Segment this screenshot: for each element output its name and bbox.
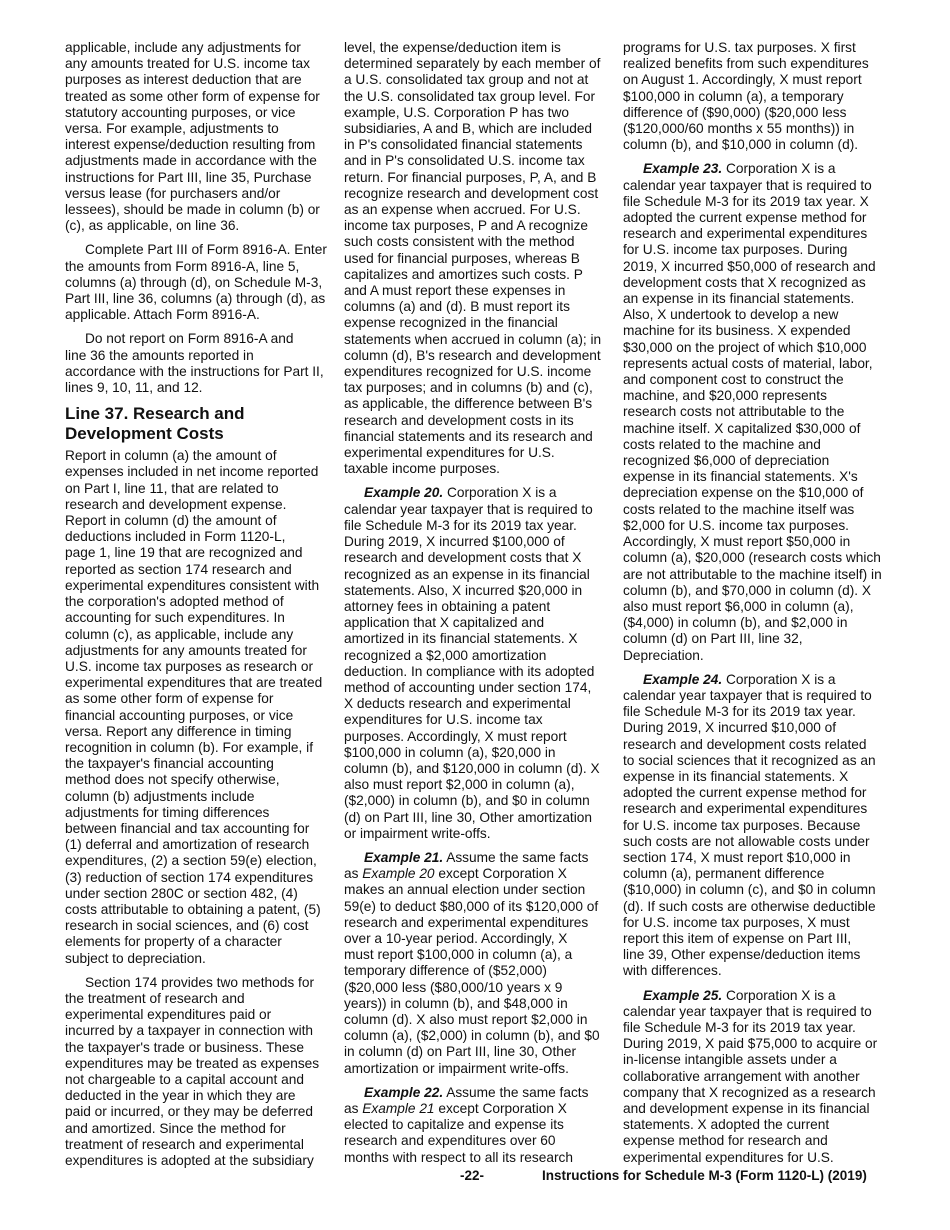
text-column-left	[65, 40, 327, 1177]
paragraph: Section 174 provides two methods for the treatment of research and experimental expenditures paid or incurred by a taxpayer in connection with the taxpayer's trade or business. These expenditures may be treated as expenses not chargeable to a capital account and deducted in the year in which they are paid or incurred, or they may be deferred and amortized. Since the method for treatment of research and experimental expenditures is adopted at the subsidiary	[65, 974, 320, 1168]
text-column-middle	[344, 40, 606, 1174]
example-text: Assume the same facts as	[344, 1084, 589, 1116]
text-column-right	[623, 40, 885, 1174]
example-label: Example 22.	[364, 1084, 444, 1100]
example-text: Corporation X is a calendar year taxpayer that is required to file Schedule M-3 for its 2019 tax year. During 2019, X incurred $100,000 of research and development costs that X recognized as an expense in its financial statements. Also, X incurred $20,000 in attorney fees in obtaining a patent application that X capitalized and amortized in its financial statements. X recognized a $2,000 amortization deduction. In compliance with its adopted method of accounting under section 174, X deducts research and experimental expenditures for U.S. income tax purposes. Accordingly, X must report $100,000 in column (a), $20,000 in column (b), and $120,000 in column (d). X also must report $2,000 in column (a), ($2,000) in column (b), and $0 in column (d) on Part III, line 30, Other amortization or impairment write-offs.	[344, 485, 600, 841]
document-title: Instructions for Schedule M-3 (Form 1120-L) (2019)	[542, 1168, 867, 1183]
section-heading: Line 37. Research and Development Costs	[65, 404, 245, 444]
example-reference: Example 21	[362, 1101, 435, 1116]
example-text: except Corporation X elected to capitalize and expense its research and expenditures over 60 months with respect to all its research	[344, 1101, 573, 1165]
example-20	[344, 485, 606, 841]
example-23	[623, 161, 885, 663]
page-number: -22-	[460, 1168, 485, 1183]
example-text: Corporation X is a calendar year taxpayer that is required to file Schedule M-3 for its 2019 tax year. X adopted the current expense method for research and experimental expenditures for U.S. income tax purposes. During 2019, X incurred $50,000 of research and development costs that X recognized as an expense in its financial statements. Also, X undertook to develop a new machine for its business. X expended $30,000 on the project of which $10,000 represents actual costs of material, labor, and component cost to construct the machine, and $20,000 represents research costs not attributable to the machine itself. X capitalized $30,000 of costs related to the machine and recognized $6,000 of depreciation expense in its financial statements. X's depreciation expense on the $10,000 of costs related to the machine itself was $2,000 for U.S. income tax purposes. Accordingly, X must report $50,000 in column (a), $20,000 (research costs which are not attributable to the machine itself) in column (b), and $70,000 in column (d). X also must report $6,000 in column (a), ($4,000) in column (b), and $2,000 in column (d) on Part III, line 32, Depreciation.	[623, 161, 882, 663]
paragraph: applicable, include any adjustments for any amounts treated for U.S. income tax purposes as interest deduction that are treated as some other form of expense for statutory accounting purposes, or vice versa. For example, adjustments to interest expense/deduction resulting from adjustments made in accordance with the instructions for Part III, line 35, Purchase versus lease (for purchasers and/or lessees), should be made in column (b) or (c), as applicable, on line 36.	[65, 40, 320, 234]
example-22	[344, 1085, 606, 1166]
example-label: Example 25.	[643, 987, 723, 1003]
example-label: Example 23.	[643, 161, 723, 177]
example-text: Corporation X is a calendar year taxpayer that is required to file Schedule M-3 for its 2019 tax year. During 2019, X incurred $10,000 of research and development costs related to social sciences that it recognized as an expense in its financial statements. X adopted the current expense method for research and experimental expenditures for U.S. income tax purposes. Because such costs are not allowable costs under section 174, X must report $10,000 in column (a), permanent difference ($10,000) in column (c), and $0 in column (d). If such costs are otherwise deductible for U.S. income tax purposes, X must report this item of expense on Part III, line 39, Other expense/deduction items with differences.	[623, 671, 876, 979]
paragraph: Do not report on Form 8916-A and line 36 the amounts reported in accordance with the instructions for Part II, lines 9, 10, 11, and 12.	[65, 331, 324, 396]
paragraph: Report in column (a) the amount of expenses included in net income reported on Part I, line 11, that are related to research and development expense. Report in column (d) the amount of deductions included in Form 1120-L, page 1, line 19 that are recognized and reported as section 174 research and experimental expenditures consistent with the corporation's adopted method of accounting for such expenditures. In column (c), as applicable, include any adjustments for any amounts treated for U.S. income tax purposes as research or experimental expenditures that are treated as some other form of expense for financial accounting purposes, or vice versa. Report any difference in timing recognition in column (b). For example, if the taxpayer's financial accounting method does not specify otherwise, column (b) adjustments include adjustments for timing differences between financial and tax accounting for (1) deferral and amortization of research expenditures, (2) a section 59(e) election, (3) reduction of section 174 expenditures under section 280C or section 482, (4) costs attributable to obtaining a patent, (5) research in social sciences, and (6) cost elements for property of a character subject to depreciation.	[65, 448, 323, 966]
example-24	[623, 672, 885, 980]
example-reference: Example 20	[362, 866, 435, 882]
example-label: Example 20.	[364, 485, 444, 501]
example-21	[344, 850, 606, 1077]
example-text: Assume the same facts as	[344, 849, 589, 882]
example-text: except Corporation X makes an annual election under section 59(e) to deduct $80,000 of its $120,000 of research and experimental expenditures over a 10-year period. Accordingly, X must report $100,000 in column (a), a temporary difference of ($52,000) ($20,000 less ($80,000/10 years x 9 years)) in column (b), and $48,000 in column (d). X also must report $2,000 in column (a), ($2,000) in column (b), and $0 in column (d) on Part III, line 30, Other amortization or impairment write-offs.	[344, 866, 600, 1076]
example-label: Example 24.	[643, 671, 723, 687]
example-label: Example 21.	[364, 849, 444, 865]
example-25	[623, 988, 885, 1166]
paragraph: programs for U.S. tax purposes. X first realized benefits from such expenditures on August 1. Accordingly, X must report $100,000 in column (a), a temporary difference of ($90,000) ($20,000 less ($120,000/60 months x 55 months)) in column (b), and $10,000 in column (d).	[623, 40, 869, 153]
example-text: Corporation X is a calendar year taxpayer that is required to file Schedule M-3 for its 2019 tax year. During 2019, X paid $75,000 to acquire or in-license intangible assets under a collaborative arrangement with another company that X recognized as a research and development expense in its financial statements. X adopted the current expense method for research and experimental expenditures for U.S.	[623, 987, 878, 1165]
paragraph: Complete Part III of Form 8916-A. Enter the amounts from Form 8916-A, line 5, columns (a) through (d), on Schedule M-3, Part III, line 36, columns (a) through (d), as applicable. Attach Form 8916-A.	[65, 242, 327, 323]
paragraph: level, the expense/deduction item is determined separately by each member of a U.S. consolidated tax group and not at the U.S. consolidated tax group level. For example, U.S. Corporation P has two subsidiaries, A and B, which are included in P's consolidated financial statements and in P's consolidated U.S. income tax return. For financial purposes, P, A, and B recognize research and development cost as an expense when accrued. For U.S. income tax purposes, P and A recognize such costs consistent with the method used for financial purposes, whereas B capitalizes and amortizes such costs. P and A must report these expenses in columns (a) and (d). B must report its expense recognized in the financial statements when accrued in column (a); in column (d), B's research and development expenditures recognized for U.S. income tax purposes; and in columns (b) and (c), as applicable, the difference between B's research and development costs in its financial statements and its research and experimental expenditures for U.S. taxable income purposes.	[344, 40, 602, 477]
